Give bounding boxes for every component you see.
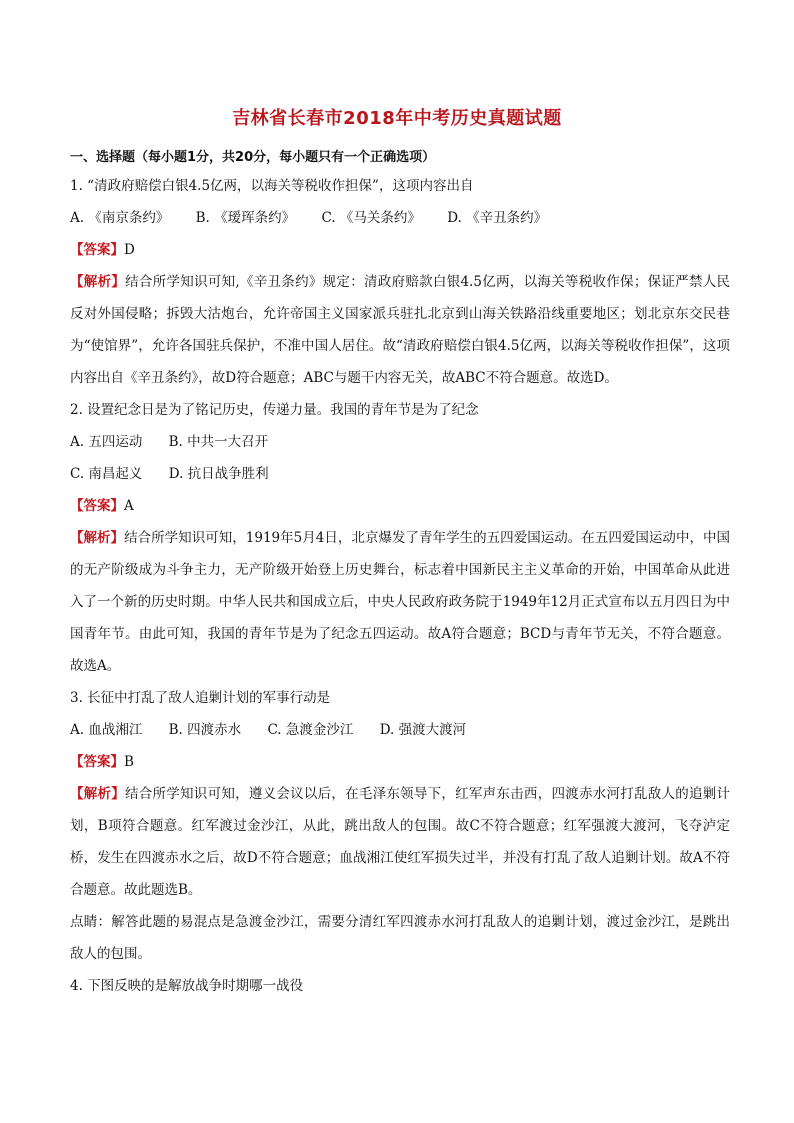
analysis-tag: 【解析】 [70,530,125,546]
answer-tag: 【答案】 [70,754,124,770]
question-2-stem: 2. 设置纪念日是为了铭记历史，传递力量。我国的青年节是为了纪念 [70,402,479,418]
option-a: A. 《南京条约》 [70,210,170,226]
question-list [70,170,730,1002]
question-4-stem: 4. 下图反映的是解放战争时期哪一战役 [70,978,304,994]
analysis-text: 结合所学知识可知，1919年5月4日，北京爆发了青年学生的五四爱国运动。在五四爱国运动中，中国的无产阶级成为斗争主力，无产阶级开始登上历史舞台，标志着中国新民主主义革命的开始，中国革命从此进入了一个新的历史时期。中华人民共和国成立后，中央人民政府政务院于1949年12月正式宣布以五月四日为中国青年节。由此可知，我国的青年节是为了纪念五四运动。故A符合题意；BCD与青年节无关，不符合题意。故选A。 [70,530,730,674]
answer-value: A [124,498,134,514]
analysis-text: 结合所学知识可知,《辛丑条约》规定：清政府赔款白银4.5亿两，以海关等税收作保；保证严禁人民反对外国侵略；拆毁大沽炮台，允许帝国主义国家派兵驻扎北京到山海关铁路沿线重要地区；划北京东交民巷为“使馆界”，允许各国驻兵保护，不准中国人居住。故“清政府赔偿白银4.5亿两，以海关等税收作担保”，这项内容出自《辛丑条约》，故D符合题意；ABC与题干内容无关，故ABC不符合题意。故选D。 [70,274,731,386]
option-b: B. 中共一大召开 [168,434,269,450]
question-3-stem: 3. 长征中打乱了敌人追剿计划的军事行动是 [70,690,331,706]
option-b: B. 《瑷珲条约》 [195,210,296,226]
question-1-answer [70,234,730,266]
question-2-options-row-2 [70,458,730,490]
document-title: 吉林省长春市2018年中考历史真题试题 [232,108,562,129]
option-b: B. 四渡赤水 [168,722,242,738]
answer-value: D [124,242,135,258]
question-3-options [70,714,730,746]
option-d: D. 抗日战争胜利 [168,466,269,482]
option-c: C. 《马关条约》 [321,210,421,226]
question-2-options-row-1 [70,426,730,458]
question-1-analysis [70,266,730,394]
option-d: D. 《辛丑条约》 [447,210,548,226]
question-2-answer [70,490,730,522]
question-3-tip: 点睛：解答此题的易混点是急渡金沙江，需要分清红军四渡赤水河打乱敌人的追剿计划，渡过金沙江，是跳出敌人的包围。 [70,914,730,962]
option-a: A. 五四运动 [70,434,143,450]
answer-value: B [124,754,134,770]
question-3-analysis [70,778,730,906]
option-d: D. 强渡大渡河 [379,722,467,738]
section-heading: 一、选择题（每小题1分，共20分，每小题只有一个正确选项） [70,150,436,165]
analysis-text: 结合所学知识可知，遵义会议以后，在毛泽东领导下，红军声东击西，四渡赤水河打乱敌人的追剿计划，B项符合题意。红军渡过金沙江，从此，跳出敌人的包围。故C不符合题意；红军强渡大渡河，飞夺泸定桥，发生在四渡赤水之后，故D不符合题意；血战湘江使红军损失过半，并没有打乱了敌人追剿计划。故A不符合题意。故此题选B。 [70,786,731,898]
question-1-options [70,202,730,234]
question-1-stem: 1. “清政府赔偿白银4.5亿两，以海关等税收作担保”，这项内容出自 [70,178,474,194]
option-c: C. 急渡金沙江 [267,722,354,738]
question-3-answer [70,746,730,778]
answer-tag: 【答案】 [70,498,124,514]
question-2-analysis [70,522,730,682]
analysis-tag: 【解析】 [70,274,126,290]
option-c: C. 南昌起义 [70,466,143,482]
option-a: A. 血战湘江 [70,722,143,738]
analysis-tag: 【解析】 [70,786,126,802]
answer-tag: 【答案】 [70,242,124,258]
